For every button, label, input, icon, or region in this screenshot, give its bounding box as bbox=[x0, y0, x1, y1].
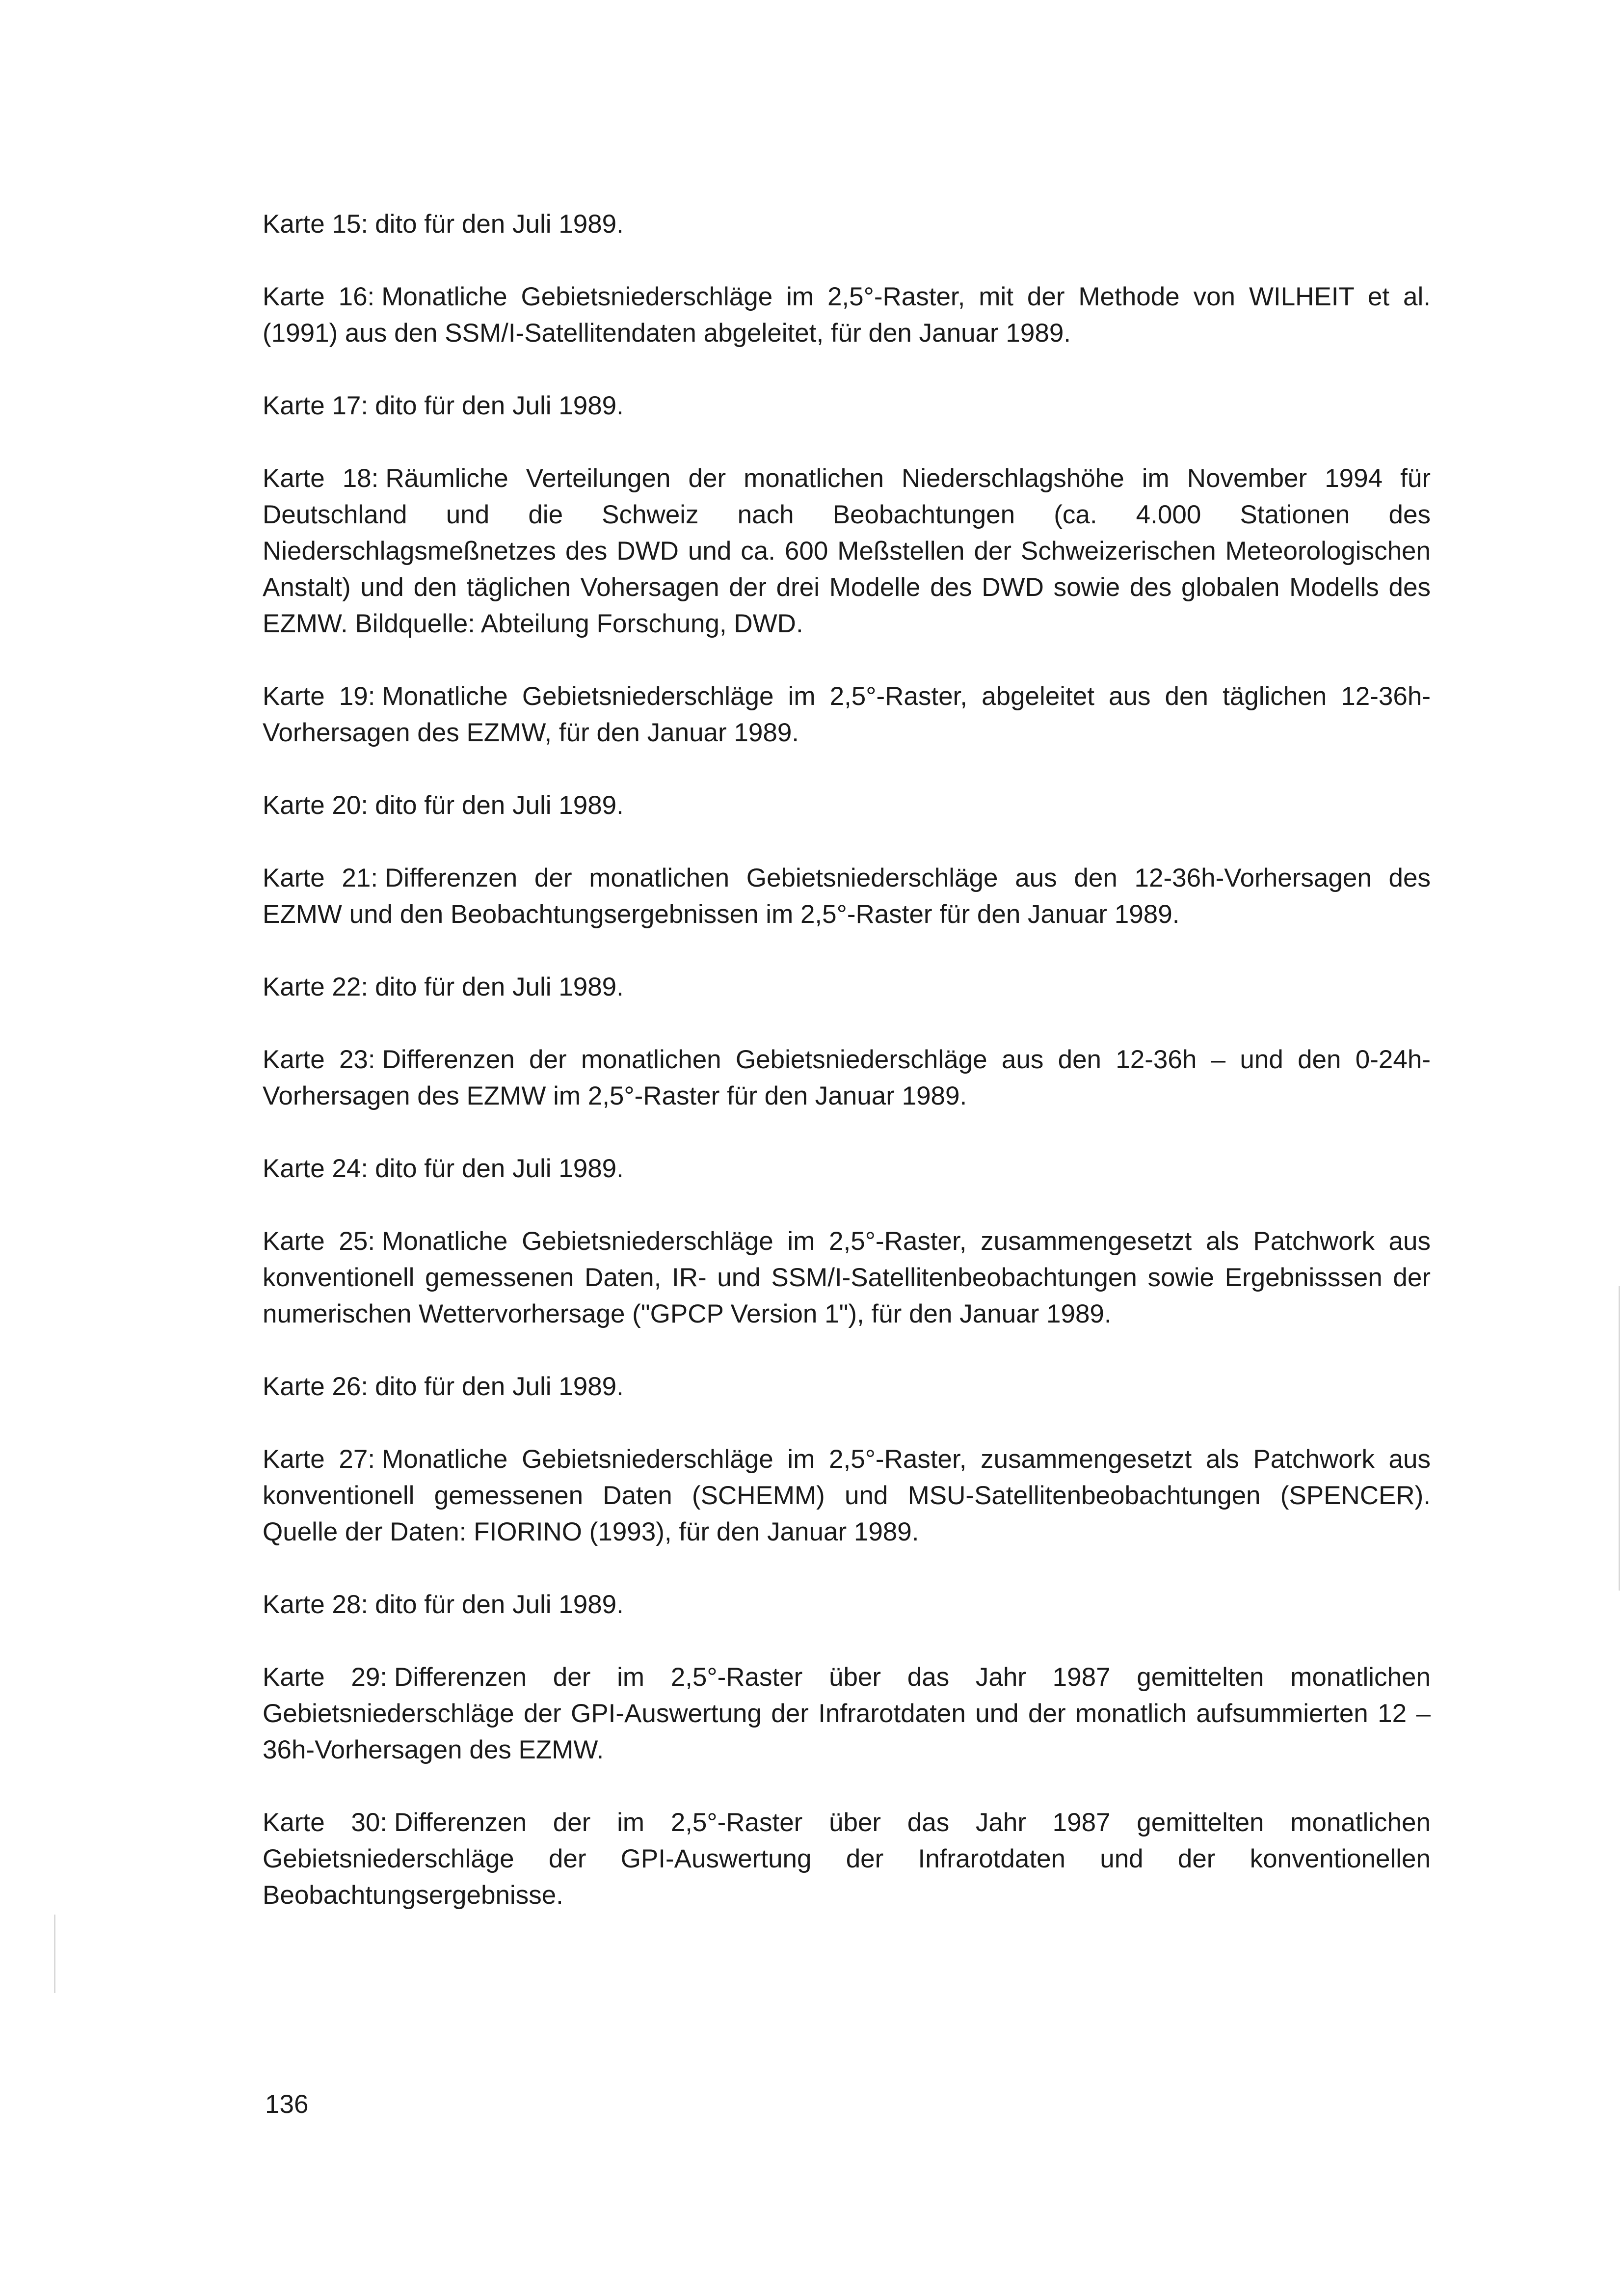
caption-label: Karte 17: bbox=[263, 391, 369, 420]
caption-text: Differenzen der im 2,5°-Raster über das Jahr 1987 gemittelten monatlichen Gebietsniederschläge der GPI-Auswertung der Infrarotdaten und der konventionellen Beobachtungsergebnisse. bbox=[263, 1808, 1431, 1910]
caption-label: Karte 28: bbox=[263, 1590, 369, 1619]
caption-karte-16 bbox=[263, 279, 1431, 351]
caption-label: Karte 18: bbox=[263, 464, 379, 493]
caption-label: Karte 25: bbox=[263, 1227, 375, 1256]
caption-label: Karte 21: bbox=[263, 864, 378, 892]
caption-text: dito für den Juli 1989. bbox=[375, 1372, 624, 1401]
caption-text: dito für den Juli 1989. bbox=[375, 972, 624, 1001]
caption-karte-22 bbox=[263, 969, 1431, 1005]
caption-karte-21 bbox=[263, 860, 1431, 933]
caption-karte-25 bbox=[263, 1223, 1431, 1332]
scan-artifact-right bbox=[1619, 1286, 1620, 1591]
caption-text: Differenzen der im 2,5°-Raster über das Jahr 1987 gemittelten monatlichen Gebietsniederschläge der GPI-Auswertung der Infrarotdaten und der monatlich aufsummierten 12 – 36h-Vorhersagen des EZMW. bbox=[263, 1663, 1431, 1764]
caption-karte-15 bbox=[263, 206, 1431, 243]
caption-text: Monatliche Gebietsniederschläge im 2,5°-Raster, zusammengesetzt als Patchwork aus konventionell gemessenen Daten, IR- und SSM/I-Satellitenbeobachtungen sowie Ergebnisssen der numerischen Wettervorhersage ("GPCP Version 1"), für den Januar 1989. bbox=[263, 1227, 1431, 1328]
caption-text: Differenzen der monatlichen Gebietsniederschläge aus den 12-36h – und den 0-24h-Vorhersagen des EZMW im 2,5°-Raster für den Januar 1989. bbox=[263, 1045, 1431, 1110]
scan-artifact-left bbox=[54, 1915, 55, 1993]
caption-label: Karte 29: bbox=[263, 1663, 388, 1692]
caption-label: Karte 30: bbox=[263, 1808, 388, 1837]
caption-label: Karte 19: bbox=[263, 682, 375, 711]
caption-text: Monatliche Gebietsniederschläge im 2,5°-Raster, zusammengesetzt als Patchwork aus konventionell gemessenen Daten (SCHEMM) und MSU-Satellitenbeobachtungen (SPENCER). Quelle der Daten: FIORINO (1993), für den Januar 1989. bbox=[263, 1445, 1431, 1546]
caption-label: Karte 16: bbox=[263, 282, 375, 311]
caption-text: dito für den Juli 1989. bbox=[375, 210, 624, 239]
caption-label: Karte 23: bbox=[263, 1045, 375, 1074]
caption-label: Karte 22: bbox=[263, 972, 369, 1001]
caption-text: dito für den Juli 1989. bbox=[375, 391, 624, 420]
caption-label: Karte 26: bbox=[263, 1372, 369, 1401]
caption-text: Differenzen der monatlichen Gebietsniederschläge aus den 12-36h-Vorhersagen des EZMW und den Beobachtungsergebnissen im 2,5°-Raster für den Januar 1989. bbox=[263, 864, 1431, 929]
caption-text: Monatliche Gebietsniederschläge im 2,5°-Raster, abgeleitet aus den täglichen 12-36h-Vorhersagen des EZMW, für den Januar 1989. bbox=[263, 682, 1431, 747]
caption-text: Räumliche Verteilungen der monatlichen Niederschlagshöhe im November 1994 für Deutschland und die Schweiz nach Beobachtungen (ca. 4.000 Stationen des Niederschlagsmeßnetzes des DWD und ca. 600 Meßstellen der Schweizerischen Meteorologischen Anstalt) und den täglichen Vohersagen der drei Modelle des DWD sowie des globalen Modells des EZMW. Bildquelle: Abteilung Forschung, DWD. bbox=[263, 464, 1431, 638]
caption-label: Karte 15: bbox=[263, 210, 369, 239]
caption-text: dito für den Juli 1989. bbox=[375, 1154, 624, 1183]
caption-label: Karte 20: bbox=[263, 791, 369, 820]
caption-karte-19 bbox=[263, 678, 1431, 751]
caption-karte-17 bbox=[263, 388, 1431, 424]
caption-text: dito für den Juli 1989. bbox=[375, 791, 624, 820]
caption-karte-20 bbox=[263, 787, 1431, 824]
caption-karte-27 bbox=[263, 1441, 1431, 1550]
caption-karte-23 bbox=[263, 1042, 1431, 1114]
caption-karte-18 bbox=[263, 460, 1431, 642]
caption-label: Karte 24: bbox=[263, 1154, 369, 1183]
caption-karte-30 bbox=[263, 1805, 1431, 1914]
caption-karte-26 bbox=[263, 1369, 1431, 1405]
caption-text: Monatliche Gebietsniederschläge im 2,5°-Raster, mit der Methode von WILHEIT et al. (1991) aus den SSM/I-Satellitendaten abgeleitet, für den Januar 1989. bbox=[263, 282, 1431, 348]
caption-karte-24 bbox=[263, 1151, 1431, 1187]
caption-text: dito für den Juli 1989. bbox=[375, 1590, 624, 1619]
caption-label: Karte 27: bbox=[263, 1445, 375, 1474]
map-caption-list bbox=[263, 206, 1431, 1950]
caption-karte-28 bbox=[263, 1587, 1431, 1623]
caption-karte-29 bbox=[263, 1659, 1431, 1768]
page-number: 136 bbox=[265, 2090, 309, 2119]
